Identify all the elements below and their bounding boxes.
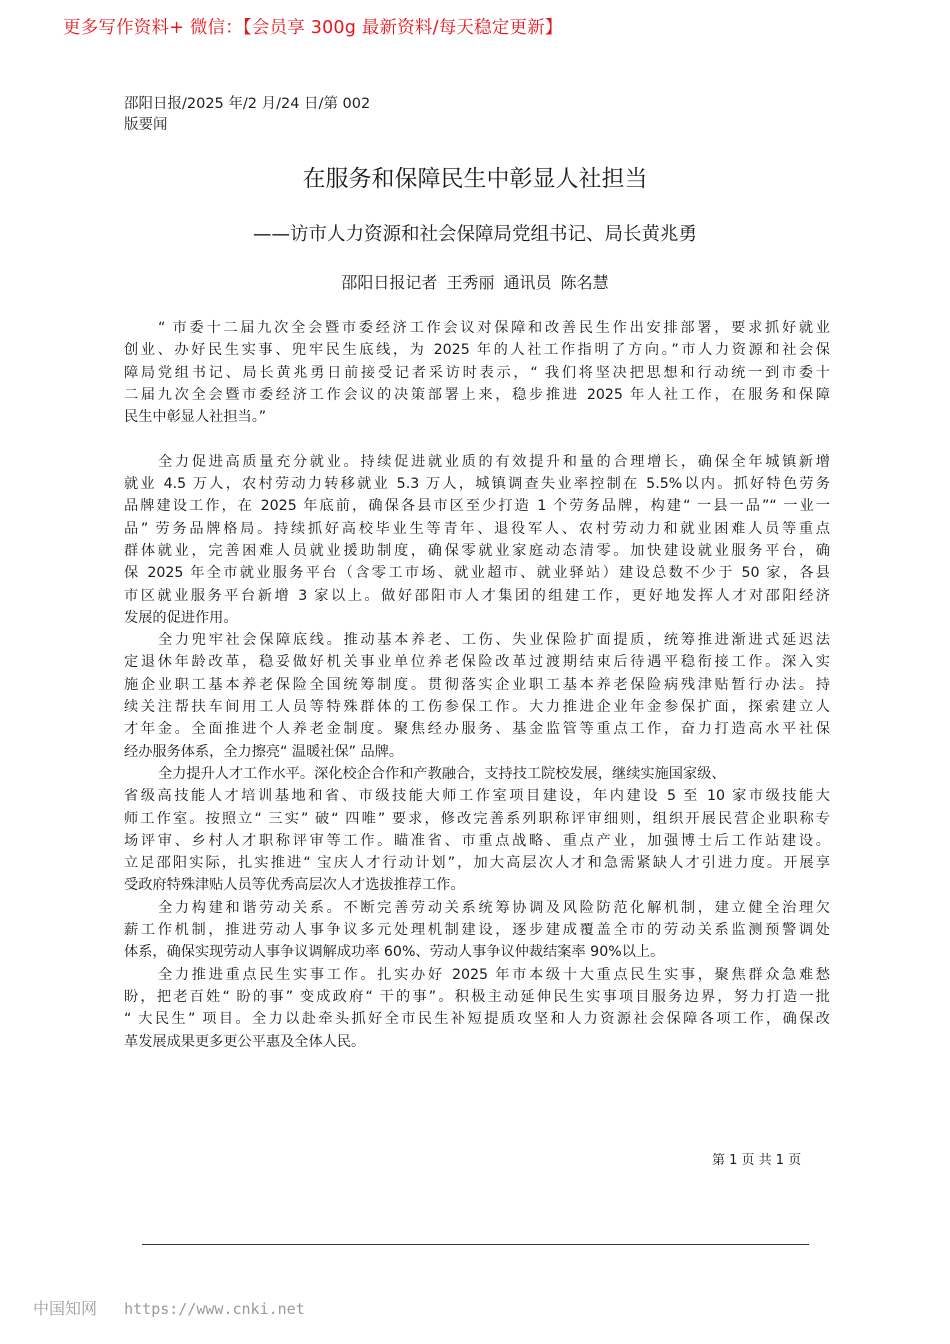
page-indicator: 第 1 页 共 1 页 xyxy=(712,1153,802,1168)
text-line: 全力促进高质量充分就业。持续促进就业质的有效提升和量的合理增长，确保全年城镇新增 xyxy=(158,453,830,470)
text-line: 保 2025 年全市就业服务平台（含零工市场、就业超市、就业驿站）建设总数不少于 50 家，各县 xyxy=(124,565,830,582)
text-line: 受政府特殊津贴人员等优秀高层次人才选拔推荐工作。 xyxy=(124,877,465,894)
text-line: 全力兜牢社会保障底线。推动基本养老、工伤、失业保险扩面提质，统筹推进渐进式延迟法 xyxy=(158,632,830,649)
text-line: 定退休年龄改革，稳妥做好机关事业单位养老保险改革过渡期结束后待遇平稳衔接工作。深入实 xyxy=(124,654,830,671)
text-line: 革发展成果更多更公平惠及全体人民。 xyxy=(124,1033,366,1050)
source-name: 中国知网 xyxy=(33,1299,98,1318)
text-line: 体系，确保实现劳动人事争议调解成功率 60%、劳动人事争议仲裁结案率 90%以上。 xyxy=(124,944,665,961)
text-line: 全力构建和谐劳动关系。不断完善劳动关系统筹协调及风险防范化解机制，建立健全治理欠 xyxy=(158,899,830,916)
text-line: 发展的促进作用。 xyxy=(124,609,238,626)
promo-banner: 更多写作资料+ 微信：【会员享 300g 最新资料/每天稳定更新】 xyxy=(63,18,563,38)
section-label: 版要闻 xyxy=(124,117,168,133)
text-line: 省级高技能人才培训基地和省、市级技能大师工作室项目建设，年内建设 5 至 10 家市级技能大 xyxy=(124,788,830,805)
text-line: 品” 劳务品牌格局。持续抓好高校毕业生等青年、退役军人、农村劳动力和就业困难人员等重点 xyxy=(124,520,830,537)
text-line: 经办服务体系，全力擦亮“ 温暖社保” 品牌。 xyxy=(124,743,404,760)
text-line: 障局党组书记、局长黄兆勇日前接受记者采访时表示，“ 我们将坚决把思想和行动统一到市委十 xyxy=(124,364,830,381)
paragraph-employment xyxy=(124,451,830,629)
text-line: 师工作室。按照立“ 三实” 破“ 四唯” 要求，修改完善系列职称评审细则，组织开展民营企业职称专 xyxy=(124,810,830,827)
article-body xyxy=(124,317,830,1053)
text-line: 全力推进重点民生实事工作。扎实办好 2025 年市本级十大重点民生实事，聚焦群众急难愁 xyxy=(158,966,830,983)
article-byline: 邵阳日报记者 王秀丽 通讯员 陈名慧 xyxy=(341,273,609,292)
paragraph-livelihood xyxy=(124,964,830,1053)
source-line: 邵阳日报/2025 年/2 月/24 日/第 002 xyxy=(124,96,371,112)
text-line: 市区就业服务平台新增 3 家以上。做好邵阳市人才集团的组建工作，更好地发挥人才对邵阳经济 xyxy=(124,587,830,604)
text-line: 续关注帮扶车间用工人员等特殊群体的工伤参保工作。大力推进企业年金参保扩面，探索建立人 xyxy=(124,699,830,716)
text-line: 盼，把老百姓“ 盼的事” 变成政府“ 干的事”。积极主动延伸民生实事项目服务边界，努力打造一批 xyxy=(124,988,830,1005)
text-line: 就业 4.5 万人，农村劳动力转移就业 5.3 万人，城镇调查失业率控制在 5.5%以内。抓好特色劳务 xyxy=(124,476,830,493)
paragraph-labor-relations xyxy=(124,897,830,964)
footer-divider xyxy=(142,1244,809,1245)
text-line: 全力提升人才工作水平。深化校企合作和产教融合，支持技工院校发展，继续实施国家级、 xyxy=(158,765,726,782)
article-title: 在服务和保障民生中彰显人社担当 xyxy=(302,166,648,192)
text-line: “ 大民生” 项目。全力以赴牵头抓好全市民生补短提质攻坚和人力资源社会保障各项工作，确保改 xyxy=(124,1011,830,1028)
text-line: 薪工作机制，推进劳动人事争议多元处理机制建设，逐步建成覆盖全市的劳动关系监测预警调处 xyxy=(124,922,830,939)
text-line: “ 市委十二届九次全会暨市委经济工作会议对保障和改善民生作出安排部署，要求抓好就业 xyxy=(158,320,830,336)
paragraph-social-security xyxy=(124,629,830,763)
paragraph-intro xyxy=(124,317,830,428)
text-line: 品牌建设工作，在 2025 年底前，确保各县市区至少打造 1 个劳务品牌，构建“ 一县一品”“ 一业一 xyxy=(124,498,830,515)
text-line: 创业、办好民生实事、兜牢民生底线，为 2025 年的人社工作指明了方向。”市人力资源和社会保 xyxy=(124,342,830,359)
text-line: 场评审、乡村人才职称评审等工作。瞄准省、市重点战略、重点产业，加强博士后工作站建设。 xyxy=(124,832,830,849)
paragraph-gap xyxy=(124,428,830,450)
text-line: 二届九次全会暨市委经济工作会议的决策部署上来，稳步推进 2025 年人社工作，在服务和保障 xyxy=(124,386,830,403)
article-subtitle: ——访市人力资源和社会保障局党组书记、局长黄兆勇 xyxy=(252,224,697,245)
text-line: 施企业职工基本养老保险全国统筹制度。贯彻落实企业职工基本养老保险病残津贴暂行办法。持 xyxy=(124,676,830,693)
source-watermark xyxy=(33,1296,305,1319)
paragraph-talent xyxy=(124,763,830,897)
text-line: 才年金。全面推进个人养老金制度。聚焦经办服务、基金监管等重点工作，奋力打造高水平社保 xyxy=(124,721,830,738)
text-line: 立足邵阳实际，扎实推进“ 宝庆人才行动计划”，加大高层次人才和急需紧缺人才引进力度。开展享 xyxy=(124,855,830,872)
source-url[interactable]: https://www.cnki.net xyxy=(124,1300,305,1318)
publication-meta xyxy=(124,94,370,136)
text-line: 群体就业，完善困难人员就业援助制度，确保零就业家庭动态清零。加快建设就业服务平台，确 xyxy=(124,542,830,559)
text-line: 民生中彰显人社担当。” xyxy=(124,409,267,426)
